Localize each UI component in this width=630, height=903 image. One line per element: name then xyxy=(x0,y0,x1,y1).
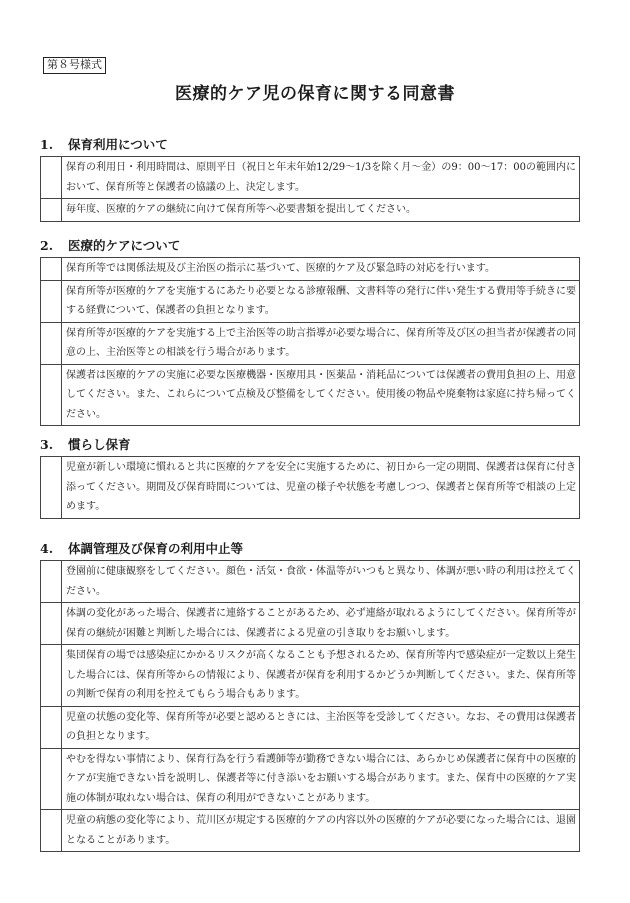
section-health-management xyxy=(40,540,580,852)
clause-text: 毎年度、医療的ケアの継続に向けて保育所等へ必要書類を提出してください。 xyxy=(66,204,416,215)
clause-row xyxy=(40,560,580,603)
clause-marker-cell xyxy=(41,561,62,602)
clause-row xyxy=(40,707,580,749)
section-title: 保育利用について xyxy=(68,137,168,152)
clause-row xyxy=(40,323,580,365)
clause-row xyxy=(40,156,580,199)
section-heading xyxy=(40,436,580,453)
clause-text: 体調の変化があった場合、保護者に連絡することがあるため、必ず連絡が取れるようにしてください。保育所等が保育の継続が困難と判断した場合には、保護者による児童の引き取りをお願いします。 xyxy=(66,608,576,639)
clause-text: 保育の利用日・利用時間は、原則平日（祝日と年末年始12/29～1/3を除く月～金）の9：00～17：00の範囲内において、保育所等と保護者の協議の上、決定します。 xyxy=(66,162,576,193)
section-title: 体調管理及び保育の利用中止等 xyxy=(68,541,244,556)
section-heading xyxy=(40,540,580,557)
clause-row xyxy=(40,645,580,707)
clause-marker-cell xyxy=(41,707,62,748)
clause-marker-cell xyxy=(41,199,62,221)
clause-text: 保育所等では関係法規及び主治医の指示に基づいて、医療的ケア及び緊急時の対応を行います。 xyxy=(66,263,495,274)
clause-marker-cell xyxy=(41,749,62,810)
clause-table xyxy=(40,156,580,222)
clause-row xyxy=(40,456,580,519)
clause-table xyxy=(40,456,580,519)
clause-marker-cell xyxy=(41,603,62,644)
clause-text: 児童の病態の変化等により、荒川区が規定する医療的ケアの内容以外の医療的ケアが必要になった場合には、退園となることがあります。 xyxy=(66,815,576,846)
clause-marker-cell xyxy=(41,645,62,706)
clause-row xyxy=(40,749,580,811)
clause-marker-cell xyxy=(41,810,62,851)
section-number: 2. xyxy=(40,238,54,253)
clause-text: 保育所等が医療的ケアを実施するにあたり必要となる診療報酬、文書料等の発行に伴い発生する費用等手続きに要する経費について、保護者の負担となります。 xyxy=(66,285,576,316)
clause-row xyxy=(40,257,580,281)
section-number: 3. xyxy=(40,437,54,452)
clause-marker-cell xyxy=(41,323,62,364)
clause-text: やむを得ない事情により、保育行為を行う看護師等が勤務できない場合には、あらかじめ保護者に保育中の医療的ケアが実施できない旨を説明し、保護者等に付き添いをお願いする場合があります。また、保育中の医療的ケア実施の体制が取れない場合は、保育の利用ができないことがあります。 xyxy=(66,753,576,804)
section-number: 1. xyxy=(40,137,54,152)
clause-row xyxy=(40,281,580,323)
clause-marker-cell xyxy=(41,457,62,518)
clause-table xyxy=(40,560,580,852)
section-trial-care xyxy=(40,436,580,519)
section-heading xyxy=(40,136,580,153)
document-title: 医療的ケア児の保育に関する同意書 xyxy=(175,84,455,104)
clause-marker-cell xyxy=(41,365,62,426)
clause-row xyxy=(40,199,580,222)
section-heading xyxy=(40,237,580,254)
clause-row xyxy=(40,810,580,852)
clause-table xyxy=(40,257,580,426)
section-title: 医療的ケアについて xyxy=(68,238,181,253)
clause-marker-cell xyxy=(41,258,62,280)
clause-text: 保護者は医療的ケアの実施に必要な医療機器・医療用具・医薬品・消耗品については保護者の費用負担の上、用意してください。また、これらについて点検及び整備をしてください。使用後の物品や廃棄物は家庭に持ち帰ってください。 xyxy=(66,369,576,420)
section-title: 慣らし保育 xyxy=(68,437,131,452)
clause-marker-cell xyxy=(41,157,62,198)
clause-marker-cell xyxy=(41,281,62,322)
clause-text: 児童が新しい環境に慣れると共に医療的ケアを安全に実施するために、初日から一定の期間、保護者は保育に付き添ってください。期間及び保育時間については、児童の様子や状態を考慮しつつ、保護者と保育所等で相談の上定めます。 xyxy=(66,462,576,512)
clause-text: 登園前に健康観察をしてください。顔色・活気・食欲・体温等がいつもと異なり、体調が悪い時の利用は控えてください。 xyxy=(66,566,576,597)
clause-row xyxy=(40,603,580,645)
clause-text: 児童の状態の変化等、保育所等が必要と認めるときには、主治医等を受診してください。なお、その費用は保護者の負担となります。 xyxy=(66,711,576,742)
clause-text: 集団保育の場では感染症にかかるリスクが高くなることも予想されるため、保育所等内で感染症が一定数以上発生した場合には、保育所等からの情報により、保護者が保育を利用するかどうか判断してください。また、保育所等の判断で保育の利用を控えてもらう場合もあります。 xyxy=(66,650,576,700)
clause-row xyxy=(40,365,580,427)
section-number: 4. xyxy=(40,541,54,556)
form-number-label: 第８号様式 xyxy=(43,57,106,74)
section-usage xyxy=(40,136,580,222)
clause-text: 保育所等が医療的ケアを実施する上で主治医等の助言指導が必要な場合に、保育所等及び区の担当者が保護者の同意の上、主治医等との相談を行う場合があります。 xyxy=(66,327,576,358)
section-medical-care xyxy=(40,237,580,426)
